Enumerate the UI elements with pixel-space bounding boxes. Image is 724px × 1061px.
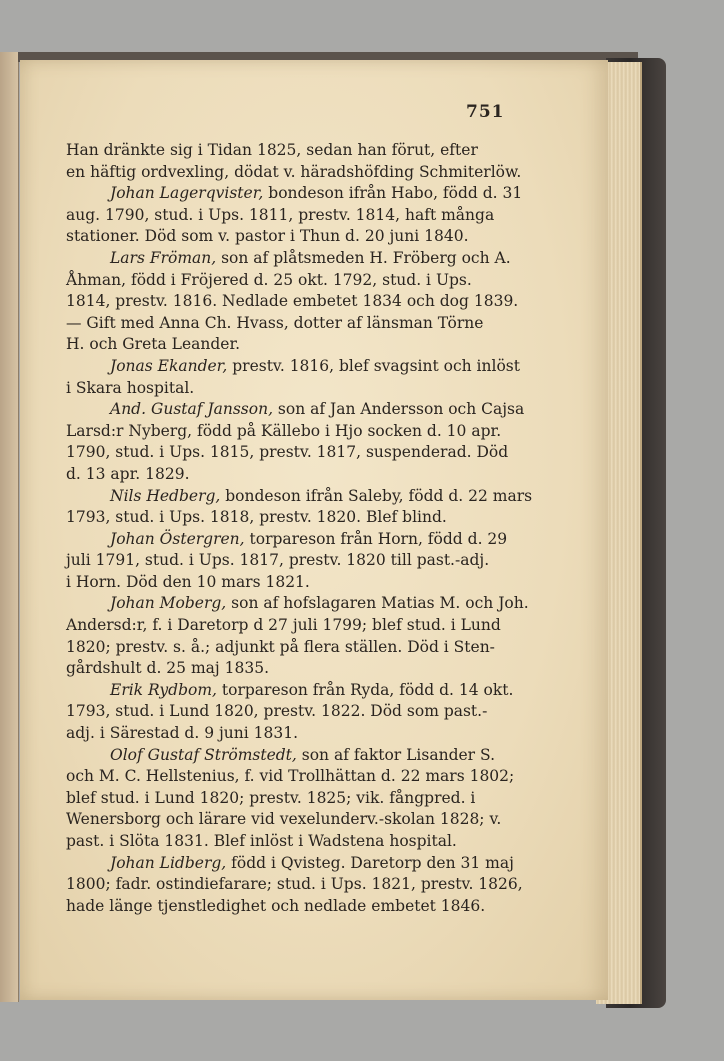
text-line: Han dränkte sig i Tidan 1825, sedan han förut, efter [66,141,478,159]
person-name: Nils Hedberg, [110,486,221,505]
person-name: Johan Östergren, [110,529,245,548]
text-line: torpareson från Ryda, född d. 14 okt. [216,680,514,699]
person-name: Johan Moberg, [110,594,227,613]
entry-first-line [66,745,528,767]
text-line: juli 1791, stud. i Ups. 1817, prestv. 1820 till past.-adj. [66,551,490,570]
text-line: blef stud. i Lund 1820; prestv. 1825; vik. fångpred. i [66,788,476,807]
text-line: Åhman, född i Fröjered d. 25 okt. 1792, stud. i Ups. [66,270,472,289]
person-name: Johan Lagerqvister, [110,184,264,203]
text-line: 1800; fadr. ostindiefarare; stud. i Ups. 1821, prestv. 1826, [66,875,523,894]
entry-first-line [66,248,528,270]
entry-first-line [66,183,528,205]
text-line: i Skara hospital. [66,378,195,397]
text-line: torpareson från Horn, född d. 29 [244,529,508,548]
person-name: Erik Rydbom, [110,680,217,699]
entry [66,529,528,594]
person-name: Johan Lidberg, [110,853,227,872]
entry [66,593,528,679]
text-line: och M. C. Hellstenius, f. vid Trollhättan d. 22 mars 1802; [66,767,515,786]
book-cover-left [0,52,19,1002]
entry [66,356,528,399]
text-line: — Gift med Anna Ch. Hvass, dotter af länsman Törne [66,313,484,332]
text-line: född i Qvisteg. Daretorp den 31 maj [226,853,514,872]
entry-first-line [66,399,528,421]
text-line: d. 13 apr. 1829. [66,464,190,483]
text-line: 1790, stud. i Ups. 1815, prestv. 1817, suspenderad. Död [66,443,509,462]
text-line: 1814, prestv. 1816. Nedlade embetet 1834 och dog 1839. [66,292,519,311]
entry-first-line [66,853,528,875]
entry [66,140,528,183]
text-line: son af Jan Andersson och Cajsa [273,400,525,419]
person-name: Lars Fröman, [110,248,217,267]
text-line: stationer. Död som v. pastor i Thun d. 20 juni 1840. [66,227,469,246]
person-name: And. Gustaf Jansson, [110,400,273,419]
page-number: 751 [466,102,505,122]
entry [66,680,528,745]
text-line: Larsd:r Nyberg, född på Källebo i Hjo socken d. 10 apr. [66,421,502,440]
person-name: Jonas Ekander, [110,356,228,375]
entry-first-line [66,486,533,508]
entry [66,745,528,853]
entry-first-line [66,356,528,378]
entry-first-line [66,529,528,551]
entry [66,486,533,529]
text-line: Wenersborg och lärare vid vexelunderv.-skolan 1828; v. [66,810,502,829]
text-line: 1820; prestv. s. å.; adjunkt på flera ställen. Död i Sten- [66,637,495,656]
page-text [66,140,533,917]
text-line: past. i Slöta 1831. Blef inlöst i Wadstena hospital. [66,832,457,850]
text-line: aug. 1790, stud. i Ups. 1811, prestv. 1814, haft många [66,205,495,224]
entry [66,399,528,485]
text-line: son af plåtsmeden H. Fröberg och A. [216,248,511,267]
text-line: hade länge tjenstledighet och nedlade embetet 1846. [66,896,486,915]
text-line: Andersd:r, f. i Daretorp d 27 juli 1799; blef stud. i Lund [66,616,501,635]
text-line: bondeson ifrån Saleby, född d. 22 mars [220,486,533,505]
entry-first-line [66,593,528,615]
entry-first-line [66,680,528,702]
text-line: prestv. 1816, blef svagsint och inlöst [227,356,520,375]
text-line: H. och Greta Leander. [66,335,241,354]
text-line: gårdshult d. 25 maj 1835. [66,659,269,678]
text-line: son af hofslagaren Matias M. och Joh. [226,594,529,613]
entry [66,183,528,248]
person-name: Olof Gustaf Strömstedt, [110,745,297,764]
text-line: adj. i Särestad d. 9 juni 1831. [66,724,299,743]
entry [66,853,528,918]
text-line: 1793, stud. i Ups. 1818, prestv. 1820. Blef blind. [66,508,447,527]
text-line: en häftig ordvexling, dödat v. häradshöfding Schmiterlöw. [66,162,522,181]
text-line: i Horn. Död den 10 mars 1821. [66,572,310,591]
entry [66,248,528,356]
text-line: son af faktor Lisander S. [296,745,495,764]
text-line: bondeson ifrån Habo, född d. 31 [263,184,523,203]
text-line: 1793, stud. i Lund 1820, prestv. 1822. Död som past.- [66,702,488,721]
